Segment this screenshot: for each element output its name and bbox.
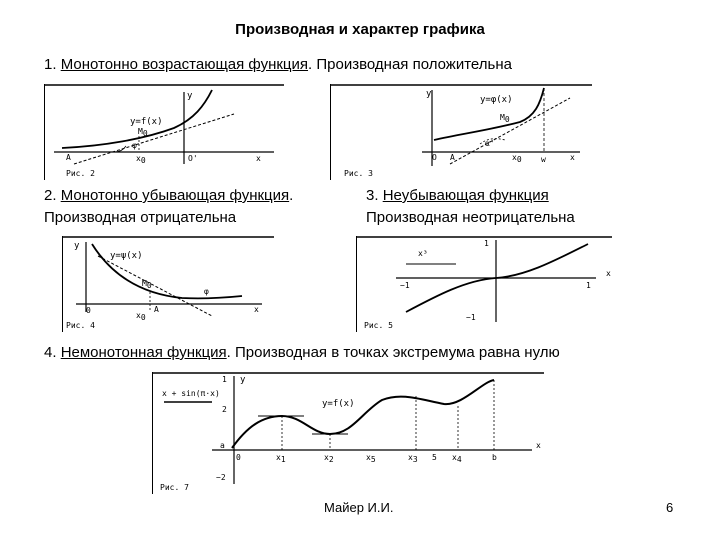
- angle-label: φ: [132, 141, 137, 150]
- figure-caption: Рис. 2: [66, 169, 95, 178]
- figure-decreasing: [62, 236, 274, 332]
- x-tick-neg-1: −1: [400, 281, 410, 290]
- item-4-number: 4.: [44, 344, 61, 361]
- x4-label: x4: [452, 453, 462, 464]
- y-axis-label: y: [187, 91, 193, 101]
- item-2: [44, 187, 293, 204]
- item-1-number: 1.: [44, 56, 61, 73]
- y-axis-label: y: [74, 241, 80, 251]
- y-tick-1: 1: [222, 375, 227, 384]
- item-4: [44, 344, 560, 361]
- item-3-line-2: Производная неотрицательна: [366, 209, 575, 226]
- y-tick-neg-2: −2: [216, 473, 226, 482]
- asymptote-label: w: [541, 155, 546, 164]
- figure-increasing-asymptote: [330, 84, 592, 180]
- x-axis-label: x: [606, 269, 611, 278]
- point-b-label: b: [492, 453, 497, 462]
- item-2-line-2: Производная отрицательна: [44, 209, 237, 226]
- item-3-link[interactable]: Неубывающая функция: [382, 187, 549, 204]
- curve-label: y=φ(x): [480, 95, 513, 105]
- y-tick-2: 2: [222, 405, 227, 414]
- figure-caption: Рис. 7: [160, 483, 189, 492]
- slide-title: Производная и характер графика: [235, 21, 485, 38]
- x-tick-5: 5: [432, 453, 437, 462]
- footer-author: Майер И.И.: [324, 500, 394, 515]
- origin-label: 0: [86, 306, 91, 315]
- figure-cubic: [356, 236, 612, 332]
- curve-label: y=f(x): [130, 117, 163, 127]
- x0-label: x0: [136, 154, 146, 165]
- x-axis-label: x: [254, 305, 259, 314]
- point-m0-label: M0: [138, 127, 148, 138]
- item-1-link[interactable]: Монотонно возрастающая функция: [60, 56, 309, 73]
- x-axis-label: x: [536, 441, 541, 450]
- y-axis-label: y: [240, 375, 246, 385]
- page-number: 6: [666, 500, 674, 515]
- x-tick-1: 1: [586, 281, 591, 290]
- item-1: [44, 56, 512, 73]
- x0-label: x0: [512, 153, 522, 164]
- item-2-number: 2.: [44, 187, 61, 204]
- curve-label: x³: [418, 249, 428, 258]
- point-a-label: A: [154, 305, 159, 314]
- point-m0-label: M0: [500, 113, 510, 124]
- item-4-text: . Производная в точках экстремума равна нулю: [226, 344, 560, 361]
- angle-label: α': [485, 139, 495, 148]
- function-curve: [232, 380, 494, 448]
- x0-label: x0: [136, 311, 146, 322]
- y-axis-label: y: [426, 89, 432, 99]
- x-axis-label: x: [256, 154, 261, 163]
- figure-caption: Рис. 4: [66, 321, 95, 330]
- curve-label: y=ψ(x): [110, 251, 143, 261]
- item-1-text: . Производная положительна: [308, 56, 512, 73]
- x2-label: x2: [324, 453, 334, 464]
- origin-label: O': [188, 154, 198, 163]
- figure-caption: Рис. 3: [344, 169, 373, 178]
- item-3: [366, 187, 549, 204]
- origin-label: O: [432, 153, 437, 162]
- point-a-label: A: [450, 153, 455, 162]
- legend-label: x + sin(π·x): [162, 389, 220, 398]
- item-2-text: .: [289, 187, 294, 204]
- figure-nonmonotonic: [152, 372, 544, 494]
- x1-label: x1: [276, 453, 286, 464]
- x3-label: x3: [408, 453, 418, 464]
- point-a-label: a: [220, 441, 225, 450]
- y-tick-neg-1: −1: [466, 313, 476, 322]
- figure-increasing: [44, 84, 284, 180]
- point-m0-label: M0: [142, 279, 152, 290]
- y-tick-1: 1: [484, 239, 489, 248]
- figure-caption: Рис. 5: [364, 321, 393, 330]
- origin-label: 0: [236, 453, 241, 462]
- curve-label: y=f(x): [322, 399, 355, 409]
- point-a-label: A: [66, 153, 71, 162]
- angle-label: φ: [204, 287, 209, 296]
- item-2-link[interactable]: Монотонно убывающая функция: [60, 187, 290, 204]
- x5-label: x5: [366, 453, 376, 464]
- x-axis-label: x: [570, 153, 575, 162]
- item-4-link[interactable]: Немонотонная функция: [60, 344, 227, 361]
- item-3-number: 3.: [366, 187, 383, 204]
- tangent-line: [450, 98, 570, 164]
